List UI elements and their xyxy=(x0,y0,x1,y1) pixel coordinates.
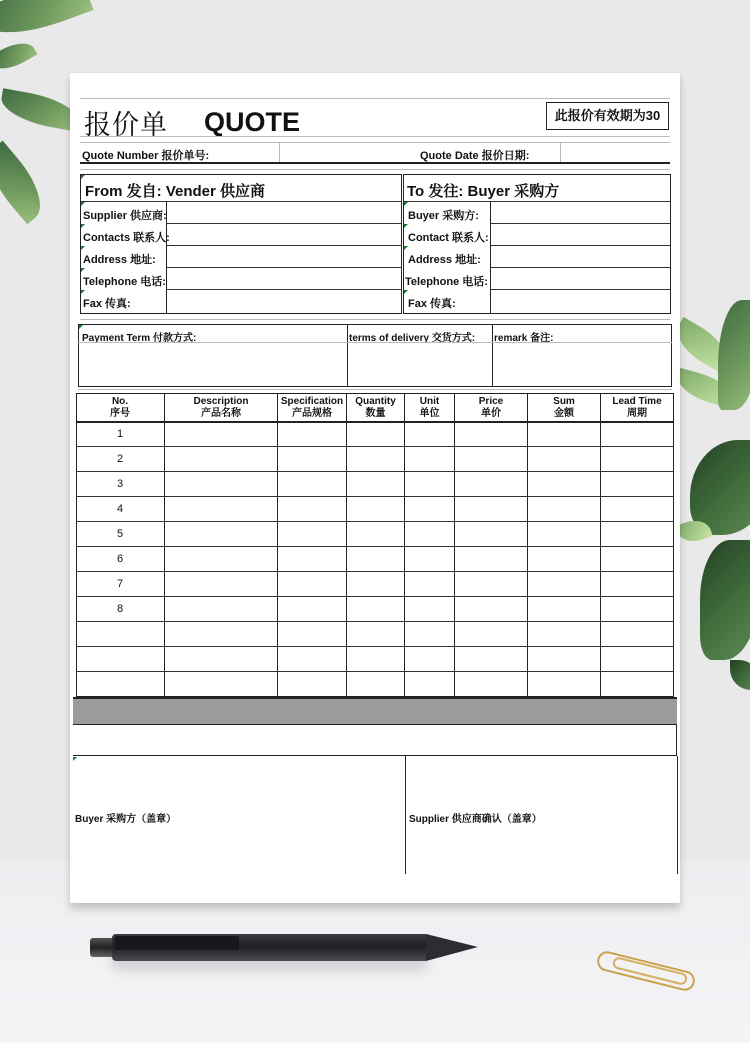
telephone-label: Telephone 电话: xyxy=(83,276,166,288)
table-row[interactable] xyxy=(76,498,674,522)
col-header-sum: Sum 金额 xyxy=(553,396,575,419)
to-fax-field[interactable] xyxy=(491,290,670,311)
row-number: 2 xyxy=(116,453,124,465)
col-header-lead-time: Lead Time 周期 xyxy=(612,396,662,419)
supplier-signature-area[interactable] xyxy=(406,757,676,874)
col-header-specification: Specification 产品规格 xyxy=(280,396,344,419)
fax-label: Fax 传真: xyxy=(83,298,131,310)
buyer-signature-area[interactable] xyxy=(73,757,404,874)
row-number: 6 xyxy=(116,553,124,565)
supplier-field[interactable] xyxy=(167,202,401,223)
supplier-label: Supplier 供应商: xyxy=(83,210,167,222)
col-header-no: No. 序号 xyxy=(110,396,130,419)
table-row[interactable] xyxy=(76,423,674,447)
contacts-label: Contacts 联系人: xyxy=(83,232,170,244)
contacts-field[interactable] xyxy=(167,224,401,245)
col-header-description: Description 产品名称 xyxy=(193,396,249,419)
contact-label: Contact 联系人: xyxy=(408,232,489,244)
total-band xyxy=(73,697,677,725)
table-row[interactable] xyxy=(76,623,674,647)
table-row[interactable] xyxy=(76,473,674,497)
quote-document xyxy=(70,73,680,903)
from-fax-field[interactable] xyxy=(167,290,401,311)
row-number: 5 xyxy=(116,528,124,540)
supplier-signature-label: Supplier 供应商确认（盖章） xyxy=(409,814,542,825)
from-address-field[interactable] xyxy=(167,246,401,267)
to-address-label: Address 地址: xyxy=(408,254,481,266)
remark-field[interactable] xyxy=(494,344,670,386)
contact-field[interactable] xyxy=(491,224,670,245)
col-header-price: Price 单价 xyxy=(478,396,504,419)
delivery-terms-label: terms of delivery 交货方式: xyxy=(349,333,476,344)
row-number: 4 xyxy=(116,503,124,515)
col-header-quantity: Quantity 数量 xyxy=(355,396,396,419)
buyer-signature-label: Buyer 采购方（盖章） xyxy=(75,814,177,825)
validity-note: 此报价有效期为30 xyxy=(546,102,669,130)
col-header-unit: Unit 单位 xyxy=(419,396,440,419)
row-number: 3 xyxy=(116,478,124,490)
from-heading: From 发自: Vender 供应商 xyxy=(85,183,266,200)
payment-term-field[interactable] xyxy=(80,344,346,386)
table-row[interactable] xyxy=(76,448,674,472)
to-address-field[interactable] xyxy=(491,246,670,267)
to-telephone-field[interactable] xyxy=(491,268,670,289)
remark-label: remark 备注: xyxy=(494,333,554,344)
notes-row[interactable] xyxy=(73,725,677,756)
buyer-field[interactable] xyxy=(491,202,670,223)
document-title-en: QUOTE xyxy=(204,107,301,137)
table-row[interactable] xyxy=(76,598,674,622)
row-number: 1 xyxy=(116,428,124,440)
address-label: Address 地址: xyxy=(83,254,156,266)
buyer-label: Buyer 采购方: xyxy=(408,210,479,222)
quote-date-field[interactable] xyxy=(561,143,669,163)
payment-term-label: Payment Term 付款方式: xyxy=(82,333,197,344)
table-row[interactable] xyxy=(76,548,674,572)
table-row[interactable] xyxy=(76,573,674,597)
table-row[interactable] xyxy=(76,648,674,672)
to-heading: To 发往: Buyer 采购方 xyxy=(407,183,560,200)
row-number: 8 xyxy=(116,603,124,615)
table-row[interactable] xyxy=(76,523,674,547)
from-telephone-field[interactable] xyxy=(167,268,401,289)
quote-date-label: Quote Date 报价日期: xyxy=(420,150,530,162)
to-fax-label: Fax 传真: xyxy=(408,298,456,310)
table-row[interactable] xyxy=(76,673,674,697)
document-title-cn: 报价单 xyxy=(84,110,168,141)
delivery-terms-field[interactable] xyxy=(349,344,491,386)
to-telephone-label: Telephone 电话: xyxy=(405,276,488,288)
quote-number-label: Quote Number 报价单号: xyxy=(82,150,210,162)
quote-number-field[interactable] xyxy=(280,143,400,163)
row-number: 7 xyxy=(116,578,124,590)
